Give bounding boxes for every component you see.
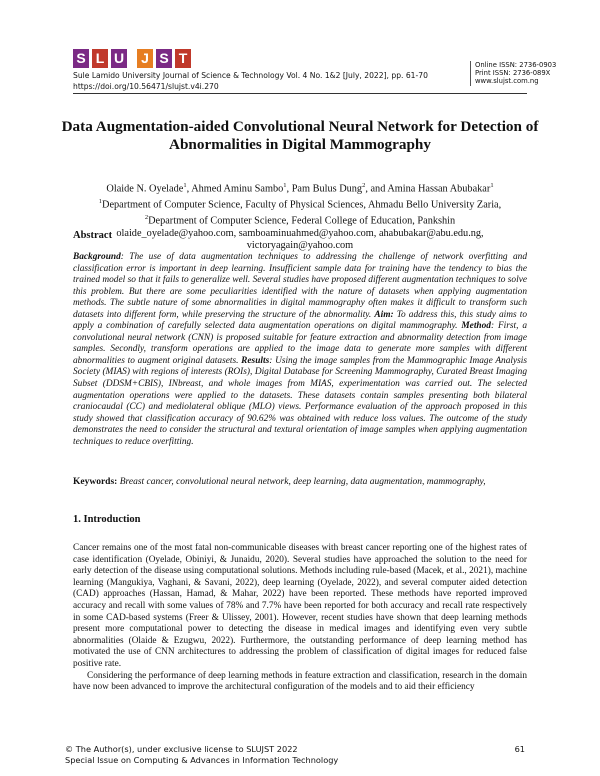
logo-letter: J bbox=[137, 49, 153, 68]
author-name: and Amina Hassan Abubakar bbox=[370, 183, 491, 195]
author-names: Olaide N. Oyelade$^1$, Ahmed Aminu Sambo$^1$, Pam Bulus Dung$^2$, and Amina Hassan Abubakar$^1$ bbox=[106, 182, 494, 195]
section-heading-introduction: 1. Introduction bbox=[73, 514, 141, 525]
author-block bbox=[60, 180, 540, 253]
background-label: Background bbox=[73, 252, 121, 262]
page-number: 61 bbox=[514, 744, 525, 754]
author-emails[interactable]: victoryagain@yahoo.com bbox=[246, 240, 354, 252]
keywords-text: Breast cancer, convolutional neural network, deep learning, data augmentation, mammography, bbox=[117, 477, 486, 487]
author-name: Pam Bulus Dung bbox=[291, 183, 363, 195]
issn-block bbox=[470, 61, 595, 86]
keywords bbox=[73, 476, 527, 488]
method-label: Method bbox=[461, 321, 491, 332]
logo-letter: U bbox=[111, 49, 127, 68]
print-issn: Print ISSN: 2736-089X bbox=[475, 69, 551, 78]
author-name: Olaide N. Oyelade bbox=[106, 183, 184, 195]
paper-title: Data Augmentation-aided Convolutional Neural Network for Detection of Abnormalities in Digital Mammography bbox=[61, 118, 539, 153]
abstract-body: Background: The use of data augmentation techniques to addressing the challenge of network overfitting and classification error is important in deep learning. Insufficient sample data for training have the tendency to bias the trained model so that it fails to generalize well. Several studies have proposed different augmentation techniques to solve this problem. But there are some peculiarities identified with the nature of datasets when applying augmentation methods. The subtle nature of some abnormalities in digital mammography often makes it difficult to transform such datasets into different form, while preserving the structure of the abnormality. Aim: To address this, this study aims to apply a combination of carefully selected data augmentation operations on digital mammography. Method: First, a convolutional neural network (CNN) is proposed suitable for feature extraction and abnormality detection from image samples. Secondly, transform operations are applied to the image data to generate more samples with different abnormalities to augment original datasets. Results: Using the image samples from the Mammographic Image Analysis Society (MIAS) with regions of interests (ROIs), Digital Database for Screening Mammography, Curated Breast Imaging Subset (DDSM+CBIS), INbreast, and whole images from MIAS, experimentation was carried out. The selected augmentation operations were applied to the datasets. These datasets contain samples presenting both bilateral craniocaudal (CC) and mediolateral oblique (MLO) views. Performance evaluation of the approach proposed in this study showed that classification accuracy of 90.62% was obtained with reduce loss values. The outcome of the study demonstrates the need to consider the structural and textural orientation of image samples when applying augmentation techniques to reduce overfitting. bbox=[73, 252, 527, 447]
special-issue-text: Special Issue on Computing & Advances in Information Technology bbox=[65, 755, 339, 765]
journal-logo bbox=[73, 49, 191, 68]
header-divider bbox=[73, 93, 527, 94]
author-emails[interactable]: olaide_oyelade@yahoo.com, samboaminuahmed@yahoo.com, ahabubakar@abu.edu.ng, bbox=[116, 227, 484, 239]
author-name: Ahmed Aminu Sambo bbox=[191, 183, 284, 195]
website-link[interactable]: www.slujst.com.ng bbox=[475, 77, 539, 86]
page-footer bbox=[65, 744, 535, 766]
journal-line: Sule Lamido University Journal of Science & Technology Vol. 4 No. 1&2 [July, 2022], pp. 61-70 bbox=[73, 71, 428, 80]
logo-letter: L bbox=[92, 49, 108, 68]
results-label: Results bbox=[241, 355, 270, 366]
doi-link[interactable]: https://doi.org/10.56471/slujst.v4i.270 bbox=[73, 82, 219, 91]
paragraph: Cancer remains one of the most fatal non-communicable diseases with breast cancer reporting one of the highest rates of case identification (Oyelade, Obiniyi, & Junaidu, 2020). Several studies have approached the solution to the need for early detection of the disease using computational solutions. Methods including rule-based (Macek, et al., 2021), machine learning (Mangukiya, Vaghani, & Savani, 2022), deep learning (Oyelade, 2022), and several computer aided detection (CAD) approaches (Hassan, Hamad, & Mahar, 2022) have been reported. These methods have reported improved accuracy and recall with some values of 78% and 7.7% have been reported for both accuracy and recall rate respectively in some CAD-based systems (Freer & Ulissey, 2001). However, recent studies have shown that deep learning methods present more computational power to detecting the disease in medical images and identifying even very subtle abnormalities (Olaide & Ezugwu, 2022). Furthermore, the outstanding performance of deep learning method has motivated the use of CNN architectures to addressing the problem of classification of digital images for reduced false positive rate. bbox=[73, 543, 527, 669]
journal-citation bbox=[73, 70, 463, 92]
affiliation-1: $^1$Department of Computer Science, Faculty of Physical Sciences, Ahmadu Bello University Zaria, bbox=[98, 197, 502, 211]
aim-label: Aim: bbox=[374, 309, 394, 320]
affiliation-2: $^2$Department of Computer Science, Federal College of Education, Pankshin bbox=[144, 213, 456, 227]
logo-letter: T bbox=[175, 49, 191, 68]
introduction-body bbox=[73, 543, 527, 694]
online-issn: Online ISSN: 2736-0903 bbox=[475, 61, 557, 69]
logo-letter: S bbox=[156, 49, 172, 68]
keywords-label: Keywords: bbox=[73, 477, 118, 487]
abstract-heading: Abstract bbox=[73, 230, 113, 241]
paragraph: Considering the performance of deep learning methods in feature extraction and classification, research in the domain have now been advanced to improve the architectural configuration of the models and to aid their efficiency bbox=[73, 670, 527, 693]
license-text: © The Author(s), under exclusive license to SLUJST 2022 bbox=[65, 744, 298, 754]
logo-letter: S bbox=[73, 49, 89, 68]
